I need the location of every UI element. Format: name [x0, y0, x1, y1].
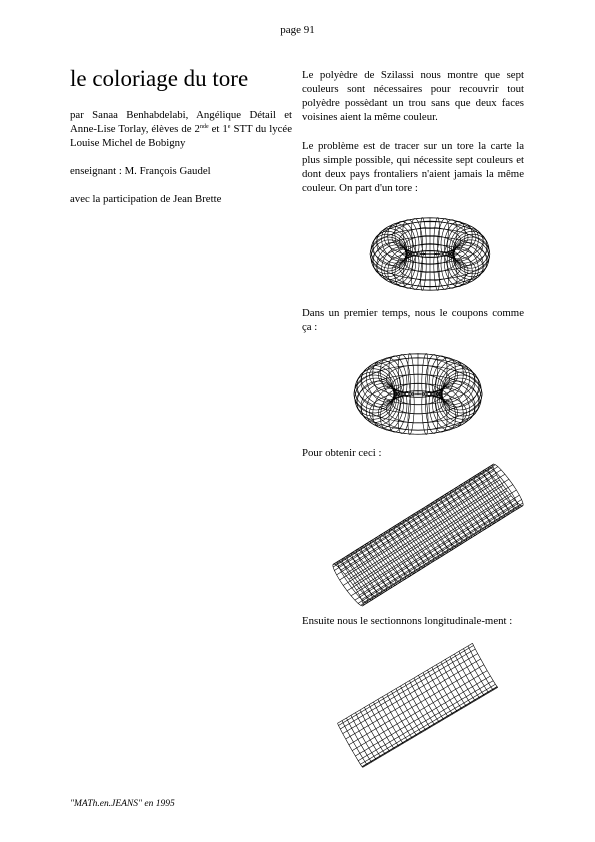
authors-text-3: STT du lycée Louise Michel de Bobigny [70, 123, 293, 149]
authors-paragraph [70, 108, 292, 150]
cut-torus-figure [343, 352, 493, 442]
authors-text-1: par Sanaa Benhabdelabi, Angélique Détail et Anne-Lise Torlay, élèves de 2 [70, 109, 292, 135]
teacher-line: enseignant : M. François Gaudel [70, 165, 211, 177]
article-title: le coloriage du tore [70, 66, 249, 91]
intro-paragraph: Le polyèdre de Szilassi nous montre que sept couleurs sont nécessaires pour recouvrir tout polyèdre possèdant un trou sans que deux faces voisines aient la même couleur. [302, 69, 524, 123]
authors-sup-1: nde [199, 124, 209, 130]
half-cylinder-figure [335, 645, 500, 765]
authors-text-2: et 1 [208, 123, 228, 135]
torus-figure [355, 214, 505, 294]
cylinder-figure [328, 460, 528, 610]
page-number: page 91 [280, 24, 315, 36]
section-caption: Ensuite nous le sectionnons longitudinale-ment : [302, 615, 513, 627]
participation-line: avec la participation de Jean Brette [70, 193, 222, 205]
cylinder-caption: Pour obtenir ceci : [302, 447, 382, 459]
cut-caption: Dans un premier temps, nous le coupons comme ça : [302, 307, 524, 333]
authors-sup-2: e [227, 124, 231, 130]
problem-paragraph: Le problème est de tracer sur un tore la carte la plus simple possible, qui nécessite sept couleurs et dont deux pays frontaliers n'aient jamais la même couleur. On part d'un tore : [302, 140, 524, 194]
footer-credit: "MATh.en.JEANS" en 1995 [70, 799, 175, 809]
